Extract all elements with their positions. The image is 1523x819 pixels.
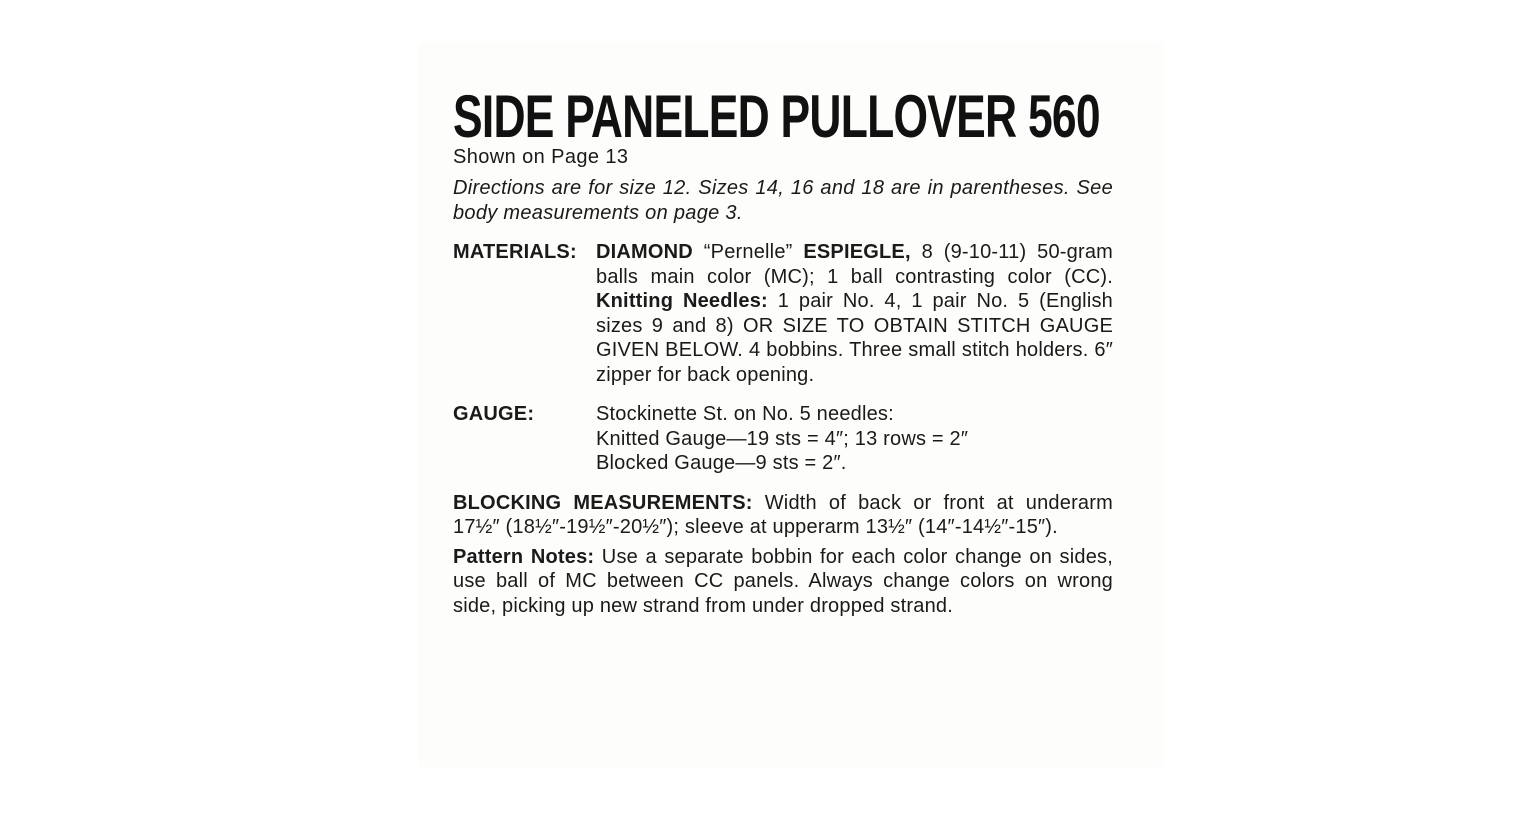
pattern-notes-section: [453, 545, 1113, 619]
pattern-notes-label: Pattern Notes:: [453, 545, 595, 568]
materials-section: [453, 240, 1113, 387]
needles-label: Knitting Needles:: [596, 290, 768, 312]
brand-name: DIAMOND: [596, 241, 693, 263]
pattern-title: SIDE PANELED PULLOVER 560: [453, 83, 1100, 150]
materials-text: [596, 240, 1113, 387]
gauge-section: [453, 402, 1113, 476]
needles-text: 1 pair No. 4, 1 pair No. 5 (English sizes 9 and 8) OR SIZE TO OBTAIN STITCH GAUGE GIVEN BELOW. 4 bobbins. Three small stitch holders. 6″ zipper for back opening.: [596, 290, 1113, 386]
yarn-quantity: 8 (9-10-11) 50-gram balls main color (MC); 1 ball contrasting color (CC).: [596, 241, 1114, 288]
shown-on-page: Shown on Page 13: [453, 146, 629, 168]
pattern-notes-text: Use a separate bobbin for each color change on sides, use ball of MC between CC panels. Always change colors on wrong side, picking up new strand from under dropped strand.: [453, 545, 1114, 617]
gauge-text: [596, 402, 1113, 476]
yarn-name: “Pernelle”: [703, 241, 793, 263]
blocking-text: Width of back or front at underarm 17½″ (18½″-19½″-20½″); sleeve at upperarm 13½″ (14″-14½″-15″).: [453, 491, 1113, 538]
gauge-line: Knitted Gauge—19 sts = 4″; 13 rows = 2″: [596, 427, 969, 450]
gauge-line: Stockinette St. on No. 5 needles:: [596, 403, 894, 425]
gauge-label: GAUGE:: [453, 403, 535, 425]
yarn-type: ESPIEGLE,: [803, 241, 911, 263]
gauge-line: Blocked Gauge—9 sts = 2″.: [596, 452, 847, 474]
size-directions: Directions are for size 12. Sizes 14, 16 and 18 are in parentheses. See body measurements on page 3.: [453, 177, 1113, 224]
blocking-label: BLOCKING MEASUREMENTS:: [453, 491, 753, 514]
blocking-section: [453, 491, 1113, 540]
materials-label: MATERIALS:: [453, 241, 577, 263]
pattern-text: [453, 83, 1114, 618]
